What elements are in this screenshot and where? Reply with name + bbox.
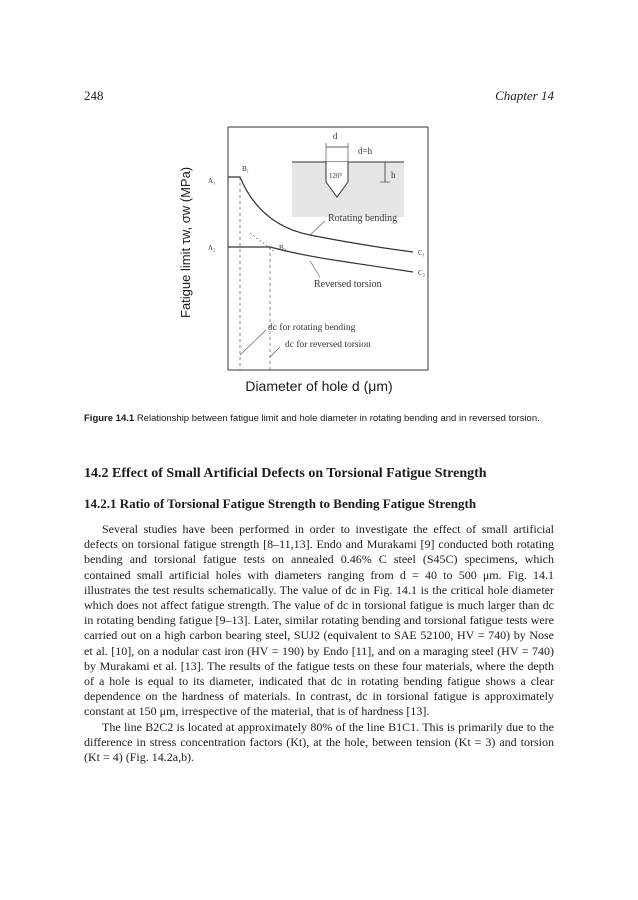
figure-caption [84,412,554,425]
hole-inset [292,143,404,217]
label-a2: A₂ [208,244,216,252]
curve-reversed-torsion [228,247,413,272]
section-heading: 14.2 Effect of Small Artificial Defects on Torsional Fatigue Strength [84,466,487,481]
page-number: 248 [84,88,104,103]
x-axis-label: Diameter of hole d (μm) [245,378,393,394]
label-c2: C₂ [418,269,426,277]
body-text [84,522,554,765]
subsection-heading: 14.2.1 Ratio of Torsional Fatigue Strength to Bending Fatigue Strength [84,496,477,511]
caption-label: Figure 14.1 [84,413,135,424]
caption-text: Relationship between fatigue limit and hole diameter in rotating bending and in reversed torsion. [136,413,540,424]
label-angle: 120° [329,172,343,180]
label-reversed-torsion: Reversed torsion [314,279,382,290]
label-h: h [391,170,396,180]
y-axis-label: Fatigue limit τw, σw (MPa) [178,166,193,318]
label-rotating-bending: Rotating bending [328,213,398,224]
label-b1: B₁ [242,165,250,173]
label-a1: A₁ [208,177,216,185]
paragraph: The line B2C2 is located at approximately 80% of the line B1C1. This is primarily due to the difference in stress concentration factors (Kt), at the hole, between tension (Kt = 3) and torsion (Kt = 4) (Fig. 14.2a,b). [84,719,554,765]
label-c1: C₁ [418,249,426,257]
label-b2: B₂ [279,244,287,252]
label-dc-torsion: dc for reversed torsion [285,340,371,350]
label-d: d [333,131,338,141]
paragraph: Several studies have been performed in order to investigate the effect of small artificial defects on torsional fatigue strength [8–11,13]. Endo and Murakami [9] conducted both rotating bending and torsional fatigue tests on annealed 0.46% C steel (S45C) specimens, which contained small artificial holes with diameters ranging from d = 40 to 500 μm. Fig. 14.1 illustrates the test results schematically. The value of dc in Fig. 14.1 is the critical hole diameter which does not affect fatigue strength. The value of dc in torsional fatigue is much larger than dc in rotating bending fatigue [9–13]. Later, similar rotating bending and torsional fatigue tests were carried out on a high carbon bearing steel, SUJ2 (equivalent to SAE 52100, HV = 740) by Nose et al. [10], on a nodular cast iron (HV = 190) by Endo [11], and on a maraging steel (HV = 740) by Murakami et al. [13]. The results of the fatigue tests on these four materials, where the depth of a hole is equal to its diameter, indicated that dc in rotating bending fatigue shows a clear dependence on the hardness of materials. In contrast, dc in torsional fatigue is approximately constant at 150 μm, irrespective of the material, that is of hardness [13]. [84,522,554,719]
label-d-eq-h: d=h [358,146,373,156]
running-head: Chapter 14 [495,88,554,103]
figure-14-1 [180,125,430,375]
label-dc-rotating: dc for rotating bending [268,323,356,333]
